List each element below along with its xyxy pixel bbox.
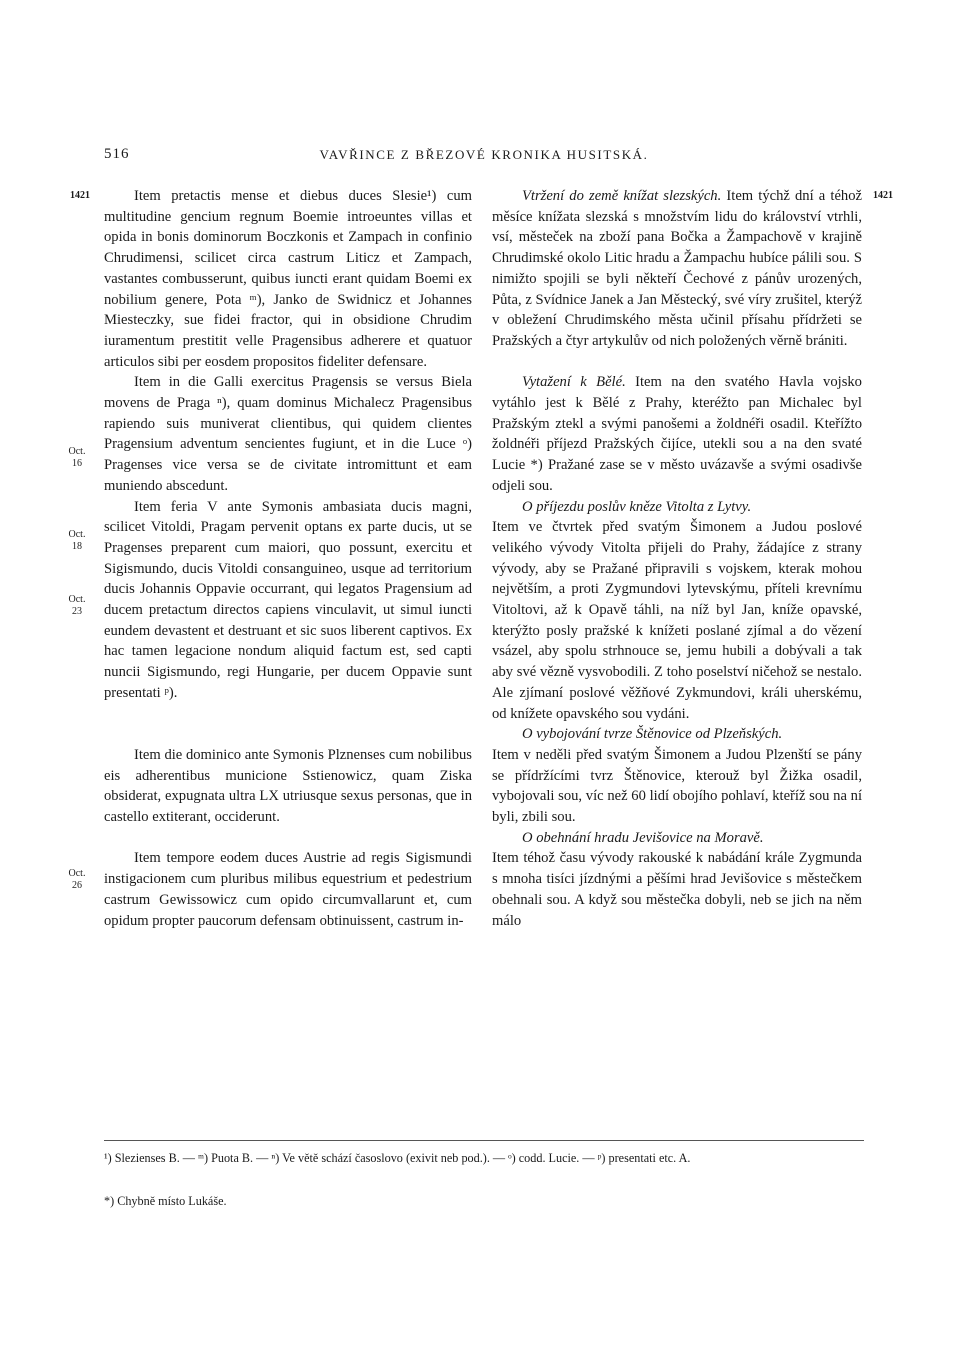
section-heading: O vybojování tvrze Štěnovice od Plzeňských. xyxy=(522,726,783,743)
paragraph-text: Item na den svatého Havla vojsko vytáhlo jest k Bělé z Prahy, kteréžto pan Michalec byl Pražským ztekl a svými panošemi a žoldnéři osadil. Kteřížto žoldnéři příjezd Pražských čijíce, utekli sou a na den svaté Lucie *) Pražané zase se v město uvázavše a svými osadivše odjeli sou. xyxy=(492,374,862,494)
section-heading-line xyxy=(492,497,862,518)
spacer xyxy=(492,352,862,373)
section-heading: Vytažení k Bělé. xyxy=(522,374,626,391)
latin-paragraph: Item die dominico ante Symonis Plznenses cum nobilibus eis adherentibus municione Sstienowicz, quam Ziska obsiderat, expugnata ultra LX utriusque sexus personas, que in castello extiterant, occiderunt. xyxy=(104,746,472,826)
footnote-czech: *) Chybně místo Lukáše. xyxy=(104,1194,227,1208)
margin-date-oct26: Oct. 26 xyxy=(68,868,86,891)
margin-date-oct23: Oct. 23 xyxy=(68,594,86,617)
footnote-divider xyxy=(104,1140,864,1141)
page-number: 516 xyxy=(104,146,130,162)
latin-paragraph: Item tempore eodem duces Austrie ad regis Sigismundi instigacionem cum pluribus milibus equestrium et pedestrium castrum Gewissowicz cum opido circumvallarunt et, cum opidum propter paucorum defensam obtinuissent, castrum in- xyxy=(104,850,472,929)
latin-paragraph: Item feria V ante Symonis ambasiata ducis magni, scilicet Vitoldi, Pragam pervenit optans ex parte ducis, ut se Pragenses preparent cum maiori, quo possunt, exercitu et Sigismundo, ducis Vitoldi consanguineo, usque ad territorium ducis Johannis Oppavie occurrant, qui legatos Pragensium ad ducem pretactum directos capiens vinculavit, ut simul iuncti eundem devastent et destruant et sic suos liberent captivos. Ex hac tamen legacione nondum aliquid factum est, sed capti nuncii Sigismundo, regi Hungarie, per ducem Oppavie sunt presentati ᵖ). xyxy=(104,498,472,701)
margin-year-right: 1421 xyxy=(873,190,893,201)
page-header xyxy=(104,146,864,168)
czech-column xyxy=(492,186,862,931)
margin-date-oct16: Oct. 16 xyxy=(68,446,86,469)
spacer xyxy=(104,828,472,849)
latin-paragraph: Item in die Galli exercitus Pragensis se versus Biela movens de Praga ⁿ), quam dominus Michalecz Pragensibus rapiendo suis muniverat clientibus, qui quidem clientes Pragensium adventum sencientes fugiunt, et in die Luce ᵒ) Pragenses vice versa se de civitate intromittunt et eam muniendo abscedunt. xyxy=(104,374,472,494)
latin-paragraph: Item pretactis mense et diebus duces Slesie¹) cum multitudine gencium regnum Boemie introeuntes villas et opida in bonis dominorum Boczkonis et Zampach in confinio Chrudimensi, scilicet circa castrum Liticz et Zampach, vastantes combusserunt, quibus iuncti erant quidam Boemi ex nobilium genere, Pota ᵐ), Janko de Swidnicz et Johannes Miesteczky, sue fidei fractor, qui in obsidione Chrudim iuramentum prestitit velle Pragensibus adherere et quatuor articulos sibi per eosdem propositos fideliter defensare. xyxy=(104,188,472,370)
czech-paragraph: Item v neděli před svatým Šimonem a Judou Plzenští se pány se přídržícími tvrz Štěnovice, kterouž byl Žižka osadil, vybojovali sou, víc než 60 lidí obojího pohlaví, kteříž sou na ní byli, zbili sou. xyxy=(492,746,862,826)
margin-date-oct18: Oct. 18 xyxy=(68,529,86,552)
running-title: VAVŘINCE Z BŘEZOVÉ KRONIKA HUSITSKÁ. xyxy=(319,147,649,162)
margin-year-left: 1421 xyxy=(70,190,90,201)
section-heading-line xyxy=(492,724,862,745)
czech-paragraph xyxy=(492,186,862,352)
section-heading: O obehnání hradu Jevišovice na Moravě. xyxy=(522,829,764,846)
section-heading: Vtržení do země knížat slezských. xyxy=(522,188,722,204)
section-heading-line xyxy=(492,828,862,849)
czech-paragraph: Item ve čtvrtek před svatým Šimonem a Judou poslové velikého vývody Vitolta přijeli do Prahy, žádajíce z strany vývody, aby se Pražané připravili s vojskem, kterak mohou největším, a proti Zygmundovi lytevskýmu, příteli krevnímu Vitoltovi, až k Opavě táhli, na níž byl Jan, kníže opavské, kterýžto posly pražské k knížeti poslané zjímal a do vězení vsázel, aby spolu strhnouce se, jemu hubili a dobývali a tak aby své vězně vysvobodili. Z toho poselství ničehož se nestalo. Ale zjímaní poslové věžňové Zykmundovi, králi uherskému, od knížete opavského sou vydáni. xyxy=(492,519,862,722)
latin-column xyxy=(104,186,472,931)
footnote-latin: ¹) Slezienses B. — ᵐ) Puota B. — ⁿ) Ve větě schází časoslovo (exivit neb pod.). — ᵒ) codd. Lucie. — ᵖ) presentati etc. A. xyxy=(104,1151,691,1165)
czech-paragraph: Item téhož času vývody rakouské k nabádání krále Zygmunda s mnoha tisíci jízdnými a pěšími hrad Jevišovice s městečkem obehnali sou. A když sou městečka dobyli, neb se jich na něm málo xyxy=(492,850,862,929)
czech-paragraph xyxy=(492,372,862,496)
section-heading: O příjezdu poslův kněze Vitolta z Lytvy. xyxy=(522,498,752,515)
spacer xyxy=(104,704,472,745)
paragraph-text: Item týchž dní a téhož měsíce knížata slezská s množstvím lidu do království vtrhli, vsí, městeček na zboží pana Bočka a Žampachově v krajině Chrudimské okolo Litic hradu a Žampachu hubíce pálili sou. S nimižto spojili se byli někteří Čechové z pánův urozených, Půta, z Svídnice Janek a Jan Městecký, své víry zrušitel, kterýž v obležení Chrudimského města učinil přísahu přídržeti se Pražských a čtyr artykulův od nich položených věrně brániti. xyxy=(492,188,863,349)
